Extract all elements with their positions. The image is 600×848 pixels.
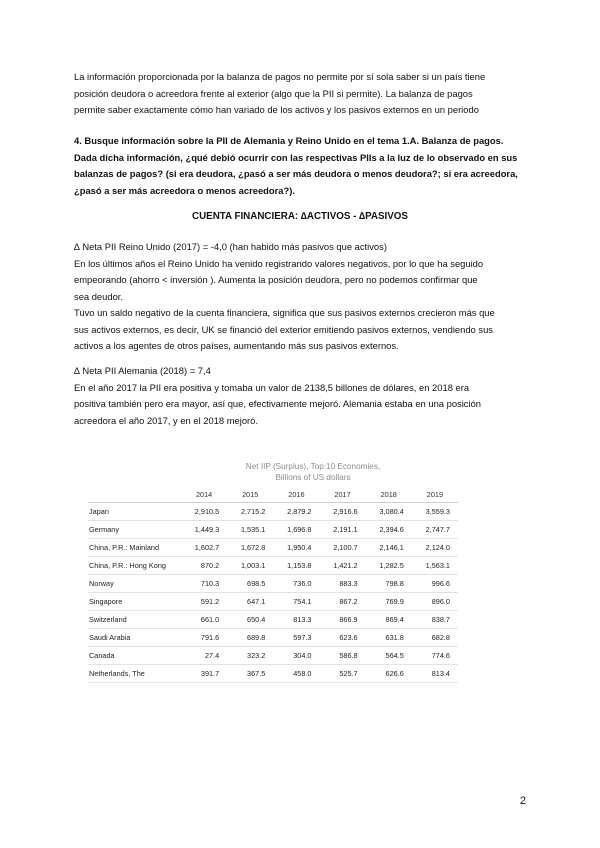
- table-title-line: Billions of US dollars: [275, 473, 351, 482]
- column-header-country: [88, 487, 181, 503]
- value-cell: 774.6: [412, 647, 458, 665]
- value-cell: 698.5: [227, 575, 273, 593]
- value-cell: 689.8: [227, 629, 273, 647]
- text-line: Tuvo un saldo negativo de la cuenta financiera, significa que sus pasivos externos crecieron más que: [74, 307, 495, 318]
- value-cell: 3,559.3: [412, 503, 458, 521]
- value-cell: 870.2: [181, 557, 227, 575]
- value-cell: 27.4: [181, 647, 227, 665]
- value-cell: 866.9: [319, 611, 365, 629]
- uk-heading: ∆ Neta PII Reino Unido (2017) = -4,0 (han habido más pasivos que activos): [74, 241, 387, 252]
- table-row: [88, 611, 458, 629]
- country-cell: China, P.R.: Hong Kong: [88, 557, 181, 575]
- column-header-year: 2015: [227, 487, 273, 503]
- value-cell: 458.0: [273, 665, 319, 683]
- question-line: balanzas de pagos? (si era deudora, ¿pasó a ser más deudora o menos deudora?; si era acreedora,: [74, 168, 518, 179]
- value-cell: 2,747.7: [412, 521, 458, 539]
- column-header-year: 2017: [319, 487, 365, 503]
- value-cell: 1,563.1: [412, 557, 458, 575]
- value-cell: 1,602.7: [181, 539, 227, 557]
- table-body: [88, 503, 458, 683]
- value-cell: 564.5: [366, 647, 412, 665]
- value-cell: 838.7: [412, 611, 458, 629]
- text-line: positiva también pero era mayor, así que, efectivamente mejoró. Alemania estaba en una posición: [74, 398, 482, 409]
- column-header-year: 2016: [273, 487, 319, 503]
- country-cell: Saudi Arabia: [88, 629, 181, 647]
- value-cell: 591.2: [181, 593, 227, 611]
- table-row: [88, 629, 458, 647]
- country-cell: Singapore: [88, 593, 181, 611]
- value-cell: 586.8: [319, 647, 365, 665]
- value-cell: 661.0: [181, 611, 227, 629]
- value-cell: 304.0: [273, 647, 319, 665]
- value-cell: 623.6: [319, 629, 365, 647]
- net-iip-table-figure: [88, 461, 458, 683]
- value-cell: 1,449.3: [181, 521, 227, 539]
- country-cell: Netherlands, The: [88, 665, 181, 683]
- table-row: [88, 575, 458, 593]
- page-number: 2: [519, 795, 526, 807]
- question-line: 4. Busque información sobre la PII de Alemania y Reino Unido en el tema 1.A. Balanza de pagos.: [74, 135, 504, 146]
- table-row: [88, 503, 458, 521]
- column-header-year: 2018: [366, 487, 412, 503]
- text-line: activos a los agentes de otros países, aumentando más sus pasivos externos.: [74, 340, 399, 351]
- value-cell: 631.8: [366, 629, 412, 647]
- value-cell: 626.6: [366, 665, 412, 683]
- value-cell: 1,421.2: [319, 557, 365, 575]
- value-cell: 798.8: [366, 575, 412, 593]
- table-title-line: Net IIP (Surplus), Top 10 Economies,: [245, 462, 381, 471]
- value-cell: 896.0: [412, 593, 458, 611]
- value-cell: 869.4: [366, 611, 412, 629]
- net-iip-table: [88, 487, 458, 683]
- value-cell: 736.0: [273, 575, 319, 593]
- value-cell: 996.6: [412, 575, 458, 593]
- value-cell: 2,146.1: [366, 539, 412, 557]
- table-row: [88, 521, 458, 539]
- value-cell: 2,879.2: [273, 503, 319, 521]
- germany-block: [74, 363, 528, 429]
- text-line: acreedora el año 2017, y en el 2018 mejoró.: [74, 414, 258, 426]
- value-cell: 2,910.5: [181, 503, 227, 521]
- value-cell: 791.6: [181, 629, 227, 647]
- value-cell: 650.4: [227, 611, 273, 629]
- value-cell: 2,191.1: [319, 521, 365, 539]
- value-cell: 682.8: [412, 629, 458, 647]
- value-cell: 769.9: [366, 593, 412, 611]
- text-line: sea deudor.: [74, 290, 123, 302]
- country-cell: Norway: [88, 575, 181, 593]
- value-cell: 813.4: [412, 665, 458, 683]
- value-cell: 1,535.1: [227, 521, 273, 539]
- value-cell: 2,394.6: [366, 521, 412, 539]
- text-line: En los últimos años el Reino Unido ha venido registrando valores negativos, por lo que ha seguido: [74, 257, 484, 269]
- value-cell: 1,696.8: [273, 521, 319, 539]
- text-line: posición deudora o acreedora frente al exterior (algo que la PII si permite). La balanza de pagos: [74, 87, 473, 99]
- question-line: ¿pasó a ser más acreedora o menos acreedora?).: [74, 184, 295, 196]
- germany-heading: ∆ Neta PII Alemania (2018) = 7,4: [74, 365, 211, 376]
- value-cell: 883.3: [319, 575, 365, 593]
- section-title: CUENTA FINANCIERA: ∆ACTIVOS - ∆PASIVOS: [192, 211, 408, 222]
- value-cell: 867.2: [319, 593, 365, 611]
- value-cell: 323.2: [227, 647, 273, 665]
- intro-paragraph: [74, 69, 528, 119]
- column-header-year: 2014: [181, 487, 227, 503]
- country-cell: China, P.R.: Mainland: [88, 539, 181, 557]
- value-cell: 1,282.5: [366, 557, 412, 575]
- value-cell: 2,124.0: [412, 539, 458, 557]
- column-header-year: 2019: [412, 487, 458, 503]
- question-line: Dada dicha información, ¿qué debió ocurrir con las respectivas PIIs a la luz de lo observado en sus: [74, 151, 518, 163]
- value-cell: 3,080.4: [366, 503, 412, 521]
- value-cell: 2,916.6: [319, 503, 365, 521]
- value-cell: 710.3: [181, 575, 227, 593]
- table-row: [88, 665, 458, 683]
- country-cell: Japan: [88, 503, 181, 521]
- value-cell: 367.5: [227, 665, 273, 683]
- country-cell: Canada: [88, 647, 181, 665]
- question-4: [74, 133, 528, 199]
- value-cell: 754.1: [273, 593, 319, 611]
- table-row: [88, 557, 458, 575]
- value-cell: 1,950.4: [273, 539, 319, 557]
- text-line: sus activos externos, es decir, UK se financió del exterior emitiendo pasivos externos, vendiendo sus: [74, 323, 493, 335]
- text-line: La información proporcionada por la balanza de pagos no permite por sí sola saber si un país tiene: [74, 71, 486, 82]
- country-cell: Germany: [88, 521, 181, 539]
- value-cell: 2,715.2: [227, 503, 273, 521]
- table-header-row: [88, 487, 458, 503]
- text-line: permite saber exactamente cómo han variado de los activos y los pasivos externos en un periodo: [74, 104, 479, 115]
- value-cell: 1,153.8: [273, 557, 319, 575]
- value-cell: 647.1: [227, 593, 273, 611]
- country-cell: Switzerland: [88, 611, 181, 629]
- table-row: [88, 647, 458, 665]
- table-row: [88, 539, 458, 557]
- text-line: En el año 2017 la PII era positiva y tomaba un valor de 2138,5 billones de dólares, en 2018 era: [74, 381, 470, 393]
- value-cell: 525.7: [319, 665, 365, 683]
- value-cell: 597.3: [273, 629, 319, 647]
- value-cell: 391.7: [181, 665, 227, 683]
- value-cell: 1,003.1: [227, 557, 273, 575]
- value-cell: 2,100.7: [319, 539, 365, 557]
- uk-block: [74, 239, 528, 355]
- table-row: [88, 593, 458, 611]
- text-line: empeorando (ahorro < inversión ). Aumenta la posición deudora, pero no podemos confirmar que: [74, 274, 478, 285]
- value-cell: 813.3: [273, 611, 319, 629]
- table-title: [168, 461, 458, 483]
- value-cell: 1,672.8: [227, 539, 273, 557]
